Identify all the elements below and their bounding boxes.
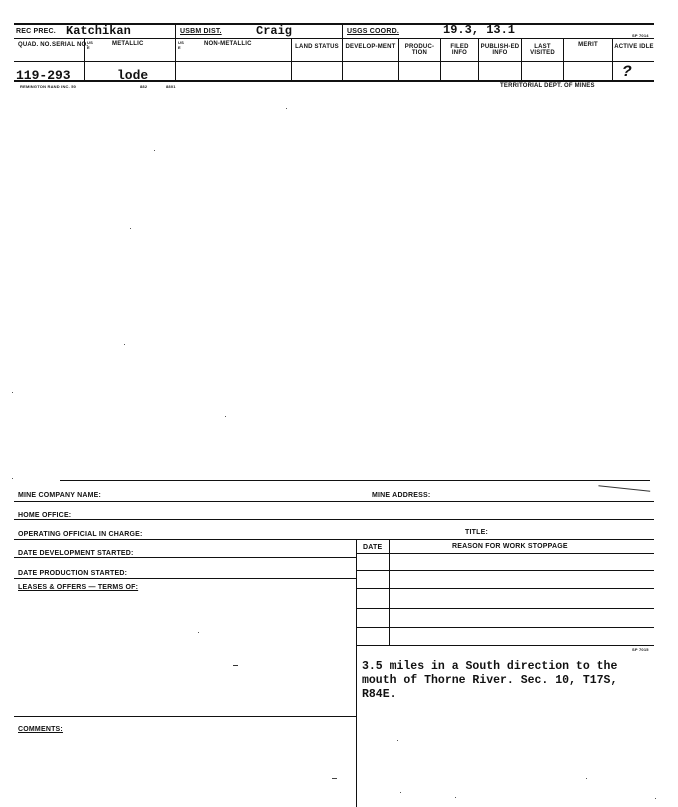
column-header-divider: [14, 61, 654, 62]
active-mark: ?: [622, 63, 632, 81]
location-line-1: 3.5 miles in a South direction to the: [362, 660, 618, 673]
rule: [14, 716, 356, 717]
printer-imprint: REMINGTON RAND INC. 50: [20, 84, 77, 89]
divider: [398, 38, 399, 80]
divider: [175, 38, 176, 80]
print-code-b: 8801: [166, 84, 176, 89]
speck: [225, 416, 226, 417]
speck: [400, 792, 401, 793]
header-row-divider: [14, 38, 654, 39]
mine-company-name-label: MINE COMPANY NAME:: [18, 492, 102, 499]
use-label: USE: [87, 40, 93, 50]
merit-label: MERIT: [578, 42, 598, 48]
rec-prec-label: REC PREC.: [16, 28, 56, 35]
land-status-label: LAND STATUS: [295, 44, 339, 50]
usbm-dist-label: USBM DIST.: [180, 28, 222, 35]
divider: [563, 38, 564, 80]
location-line-3: R84E.: [362, 688, 397, 701]
rule: [14, 501, 654, 502]
reason-stoppage-label: REASON FOR WORK STOPPAGE: [452, 543, 568, 550]
serial-no-label: SERIAL NO.: [52, 42, 89, 48]
form-code-2: SP 7015: [632, 647, 649, 652]
print-code-a: 882: [140, 84, 148, 89]
home-office-label: HOME OFFICE:: [18, 512, 72, 519]
non-metallic-label: NON-METALLIC: [204, 41, 252, 47]
pen-stroke: [598, 485, 650, 497]
entry-row-bottom: [14, 80, 654, 82]
form-code: SP 7014: [632, 33, 649, 38]
speck: [286, 108, 287, 109]
table-row-line: [356, 608, 654, 609]
speck: [130, 228, 131, 229]
department-imprint: TERRITORIAL DEPT. OF MINES: [500, 83, 595, 89]
speck: [154, 150, 155, 151]
mine-address-label: MINE ADDRESS:: [372, 492, 431, 499]
speck: [198, 632, 199, 633]
speck: [586, 778, 587, 779]
speck: [12, 392, 13, 393]
filed-info-label: FILED INFO: [450, 44, 469, 56]
divider: [342, 38, 343, 80]
divider: [478, 38, 479, 80]
divider: [175, 23, 176, 38]
table-row-line: [356, 588, 654, 589]
usgs-coord-label: USGS COORD.: [347, 28, 399, 35]
speck: [12, 478, 13, 479]
use-label-2: USE: [178, 40, 184, 50]
usgs-coord-value: 19.3, 13.1: [443, 23, 516, 37]
date-production-started-label: DATE PRODUCTION STARTED:: [18, 570, 128, 577]
quad-no-label: QUAD. NO.: [18, 42, 52, 48]
rec-prec-value: Katchikan: [66, 24, 131, 38]
date-label: DATE: [363, 544, 383, 551]
speck: [655, 798, 656, 799]
active-idle-label: ACTIVE IDLE: [614, 44, 654, 50]
underline: [16, 81, 76, 82]
location-line-2: mouth of Thorne River. Sec. 10, T17S,: [362, 674, 618, 687]
operating-official-label: OPERATING OFFICIAL IN CHARGE:: [18, 531, 143, 538]
location-note: [362, 660, 617, 702]
speck: [397, 740, 398, 741]
quad-serial-value: 119-293: [16, 68, 71, 83]
published-info-label: PUBLISH-ED INFO: [480, 44, 520, 56]
center-divider: [356, 539, 357, 807]
divider: [521, 38, 522, 80]
table-row-line: [356, 627, 654, 628]
divider: [291, 38, 292, 80]
production-label: PRODUC-TION: [404, 44, 435, 56]
speck: [124, 344, 125, 345]
divider: [342, 23, 343, 38]
date-development-started-label: DATE DEVELOPMENT STARTED:: [18, 550, 134, 557]
comments-label: COMMENTS:: [18, 726, 63, 733]
speck: [455, 797, 456, 798]
divider: [612, 38, 613, 80]
table-row-line: [356, 645, 654, 646]
rule: [14, 539, 654, 540]
divider: [440, 38, 441, 80]
metallic-label: METALLIC: [112, 41, 144, 47]
development-label: DEVELOP-MENT: [345, 44, 396, 50]
form-top-rule: [60, 480, 650, 481]
last-visited-label: LAST VISITED: [530, 44, 555, 56]
table-row-line: [356, 570, 654, 571]
speck: [233, 665, 238, 666]
rule: [14, 557, 356, 558]
speck: [332, 778, 337, 779]
usbm-dist-value: Craig: [256, 24, 293, 38]
rule: [14, 578, 356, 579]
rule: [14, 519, 654, 520]
metallic-value: lode: [117, 68, 149, 83]
date-column-divider: [389, 539, 390, 645]
leases-offers-label: LEASES & OFFERS — TERMS OF:: [18, 584, 139, 591]
rule: [356, 553, 654, 554]
title-label: TITLE:: [465, 529, 488, 536]
